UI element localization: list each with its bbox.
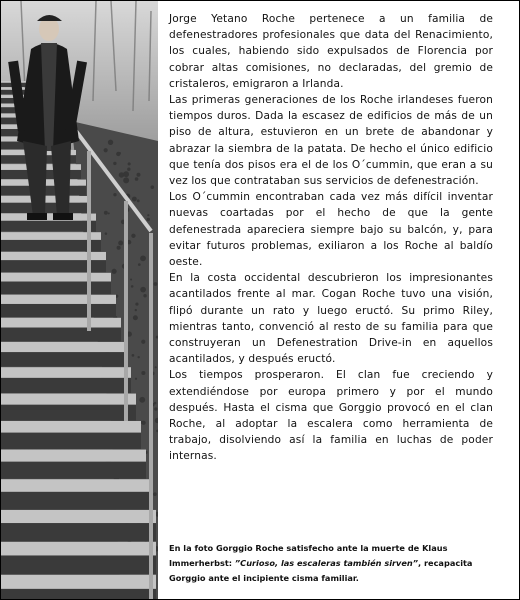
stair-riser [1,304,116,317]
article-paragraph: Las primeras generaciones de los Roche irlandeses fueron tiempos duros. Dada la escasez de edificios de más de un piso de altura, estuvieron en un brete de abandonar y abrazar la siembra de la patata. De hecho el único edificio que tenía dos pisos era el de los O´cummin, que eran a su vez los que contrataban sus servicios de defenestración. [169,94,493,188]
stair-riser [1,240,101,251]
stair-riser [1,328,121,342]
stair-riser [1,282,111,295]
stair-tread [1,510,156,523]
article-body [169,11,493,465]
foliage-speck [136,173,140,177]
foliage-speck [132,354,135,357]
foliage-speck [112,269,117,274]
foliage-speck [154,402,157,405]
foliage-speck [104,211,108,215]
stair-tread [1,214,96,221]
photo-caption [169,541,501,586]
foliage-speck [108,140,113,145]
foliage-speck [131,234,135,238]
foliage-speck [137,356,139,358]
stair-tread [1,273,111,282]
stair-tread [1,479,151,492]
article-paragraph: Los tiempos prosperaron. El clan fue creciendo y extendiéndose por europa primero y por el mundo después. Hasta el cisma que Gorggio provocó en el clan Roche, al adoptar la escalera como herramienta de trabajo, disolviendo así la familia en luchas de poder internas. [169,369,493,463]
foliage-speck [153,492,157,496]
foliage-speck [128,162,131,165]
foliage-speck [155,366,157,368]
article-paragraph: Los O´cummin encontraban cada vez más difícil inventar nuevas coartadas por el hecho de que la gente defenestrada apareciera siempre bajo su balcón, y, para evitar futuros problemas, exiliaron a los Roche al baldío oeste. [169,191,493,269]
foliage-speck [141,371,145,375]
foliage-speck [104,148,108,152]
foliage-speck [117,246,121,250]
stair-tread [1,196,91,203]
stair-riser [1,221,96,232]
stair-riser [1,433,141,449]
foliage-speck [135,177,139,181]
stair-tread [1,367,131,378]
stair-tread [1,575,156,589]
foliage-speck [123,171,129,177]
foliage-speck [118,241,123,246]
foliage-speck [135,309,137,311]
stair-riser [1,523,156,541]
foliage-speck [147,214,149,216]
article-paragraph: Jorge Yetano Roche pertenece a un familia de defenestradores profesionales que data del Renacimiento, los cuales, habiendo sido expulsados de Florencia por cobrar altas comisiones, no declaradas, del gremio de cristaleros, emigraron a Irlanda. [169,13,493,90]
stair-riser [1,462,146,479]
foliage-speck [105,232,108,235]
foliage-speck [131,285,134,288]
foliage-speck [147,218,150,221]
foliage-speck [141,340,145,344]
stair-riser [1,352,126,366]
stair-tread [1,295,116,304]
foliage-speck [137,199,140,202]
foliage-speck [139,397,145,403]
foliage-speck [113,162,116,165]
stair-tread [1,342,126,352]
stair-riser [1,405,136,421]
stair-riser [1,589,156,600]
stair-tread [1,394,136,405]
stair-tread [1,542,156,556]
foliage-speck [154,407,157,410]
foliage-speck [108,212,110,214]
foliage-speck [143,294,146,297]
foliage-speck [133,315,138,320]
foliage-speck [132,197,137,202]
foliage-speck [138,263,141,266]
article-paragraph: En la costa occidental descubrieron los impresionantes acantilados frente al mar. Cogan Roche tuvo una visión, flipó durante un rato y luego eructó. Su primo Riley, mientras tanto, convenció al resto de su familia para que construyeran un Defenestration Drive-in en aquellos acantilados, y después eructó. [169,272,493,366]
stair-riser [1,492,151,510]
caption-quote: ”Curioso, las escaleras también sirven” [234,558,419,568]
caption-text-end: , recapacita Gorggio ante el incipiente cisma familiar. [169,558,473,583]
stair-tread [1,450,146,462]
caption-text: En la foto Gorggio Roche satisfecho ante la muerte de Klaus Immerherbst: [169,543,448,568]
stair-tread [1,318,121,328]
foliage-speck [119,152,121,154]
stair-tread [1,232,101,240]
foliage-speck [123,177,129,183]
foliage-speck [130,279,132,281]
stair-riser [1,378,131,393]
stair-riser [1,203,91,213]
stair-tread [1,421,141,433]
foliage-speck [127,167,130,170]
foliage-speck [140,255,146,261]
foliage-speck [151,185,155,189]
foliage-speck [135,378,137,380]
foliage-speck [135,302,138,305]
man-on-stairs-photo [1,1,158,600]
foliage-speck [154,282,158,286]
foliage-speck [113,193,116,196]
stair-riser [1,555,156,574]
foliage-speck [140,287,146,293]
